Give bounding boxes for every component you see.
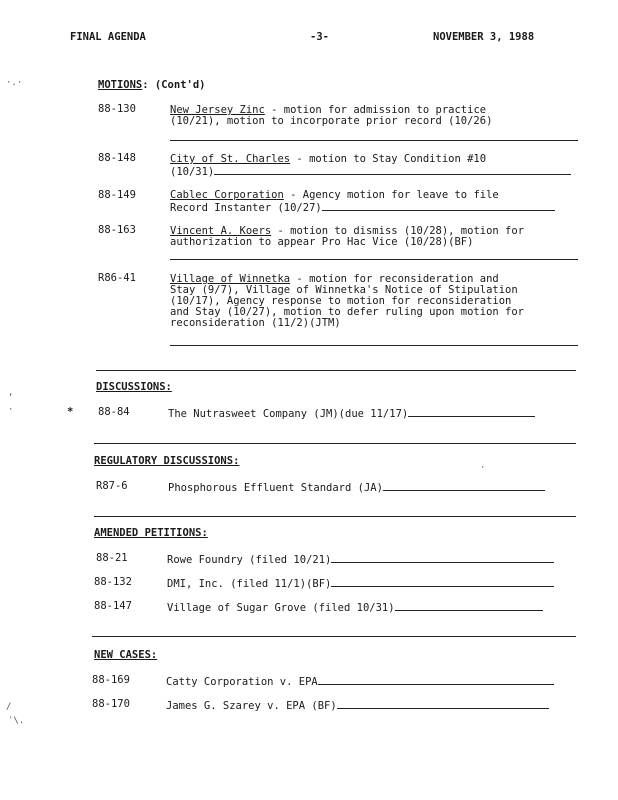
motion-text: [170, 154, 571, 178]
regulatory-heading: REGULATORY DISCUSSIONS:: [94, 455, 240, 467]
discussion-text-line: The Nutrasweet Company (JM)(due 11/17): [168, 408, 409, 420]
motion-number: 88-130: [98, 103, 136, 115]
motion-party: Village of Winnetka: [170, 273, 291, 285]
fill-line: [331, 577, 554, 587]
motion-number: 88-163: [98, 224, 136, 236]
section-divider: [96, 370, 576, 371]
new-case-number: 88-170: [92, 698, 130, 710]
new-case-text-line: Catty Corporation v. EPA: [166, 676, 318, 688]
motions-heading: [98, 80, 205, 91]
amended-text: [167, 577, 554, 590]
motion-text-line: - motion to dismiss (10/28), motion for: [271, 225, 525, 237]
fill-line: [383, 481, 545, 491]
page-number: -3-: [310, 31, 329, 43]
section-divider: [92, 636, 576, 637]
motion-party: Cablec Corporation: [170, 189, 284, 201]
motion-text-line: (10/21), motion to incorporate prior record (10/26): [170, 115, 493, 127]
motions-heading-underlined: MOTIONS: [98, 79, 143, 91]
header-date: NOVEMBER 3, 1988: [433, 31, 535, 43]
amended-number: 88-147: [94, 600, 132, 612]
motion-text-line: - motion for reconsideration and: [290, 273, 499, 285]
fill-line: [318, 675, 554, 685]
scan-mark: ,: [8, 388, 14, 398]
motion-text-line: - motion for admission to practice: [264, 104, 487, 116]
motion-party: New Jersey Zinc: [170, 104, 265, 116]
discussions-heading: DISCUSSIONS:: [96, 381, 172, 393]
new-case-text: [166, 699, 549, 712]
new-case-text: [166, 675, 554, 688]
motion-text: [170, 105, 492, 127]
discussion-asterisk: *: [67, 406, 74, 418]
motion-text-line: - motion to Stay Condition #10: [290, 153, 487, 165]
amended-text: [167, 553, 554, 566]
scan-mark: ·.·: [6, 78, 23, 88]
new-case-number: 88-169: [92, 674, 130, 686]
fill-line: [170, 345, 578, 346]
motion-text-line: (10/17), Agency response to motion for reconsideration: [170, 295, 512, 307]
scan-mark: ·: [480, 463, 486, 473]
amended-text-line: Rowe Foundry (filed 10/21): [167, 554, 332, 566]
fill-line: [170, 140, 578, 141]
motion-number: 88-148: [98, 152, 136, 164]
section-divider: [94, 443, 576, 444]
fill-line: [331, 553, 554, 563]
section-divider: [94, 516, 576, 517]
motion-text-line: (10/31): [170, 166, 215, 178]
fill-line: [408, 407, 535, 417]
new-case-text-line: James G. Szarey v. EPA (BF): [166, 700, 337, 712]
fill-line: [395, 601, 543, 611]
scan-mark: ʿ\.: [8, 716, 25, 726]
amended-heading: AMENDED PETITIONS:: [94, 527, 208, 539]
amended-text-line: DMI, Inc. (filed 11/1)(BF): [167, 578, 332, 590]
regulatory-number: R87-6: [96, 480, 128, 492]
motion-text-line: Stay (9/7), Village of Winnetka's Notice of Stipulation: [170, 284, 518, 296]
fill-line: [337, 699, 549, 709]
scan-mark: /: [6, 702, 12, 712]
motion-text-line: - Agency motion for leave to file: [283, 189, 499, 201]
fill-line: [214, 165, 571, 175]
regulatory-text: [168, 481, 545, 494]
motion-number: 88-149: [98, 189, 136, 201]
motion-text: [170, 190, 555, 214]
header-left: FINAL AGENDA: [70, 31, 146, 43]
motion-party: Vincent A. Koers: [170, 225, 272, 237]
fill-line: [170, 259, 578, 260]
motion-text: [170, 274, 524, 329]
motion-text-line: reconsideration (11/2)(JTM): [170, 317, 341, 329]
amended-text-line: Village of Sugar Grove (filed 10/31): [167, 602, 395, 614]
motion-text-line: and Stay (10/27), motion to defer ruling upon motion for: [170, 306, 525, 318]
amended-number: 88-21: [96, 552, 128, 564]
motions-heading-rest: : (Cont'd): [142, 79, 206, 91]
motion-text-line: Record Instanter (10/27): [170, 202, 322, 214]
motion-text: [170, 226, 524, 248]
motion-number: R86-41: [98, 272, 136, 284]
amended-number: 88-132: [94, 576, 132, 588]
amended-text: [167, 601, 543, 614]
motion-text-line: authorization to appear Pro Hac Vice (10/28)(BF): [170, 236, 474, 248]
scan-mark: ·: [8, 405, 14, 415]
discussion-text: [168, 407, 535, 420]
motion-party: City of St. Charles: [170, 153, 291, 165]
fill-line: [322, 201, 555, 211]
regulatory-text-line: Phosphorous Effluent Standard (JA): [168, 482, 383, 494]
discussion-number: 88-84: [98, 406, 130, 418]
new-cases-heading: NEW CASES:: [94, 649, 158, 661]
